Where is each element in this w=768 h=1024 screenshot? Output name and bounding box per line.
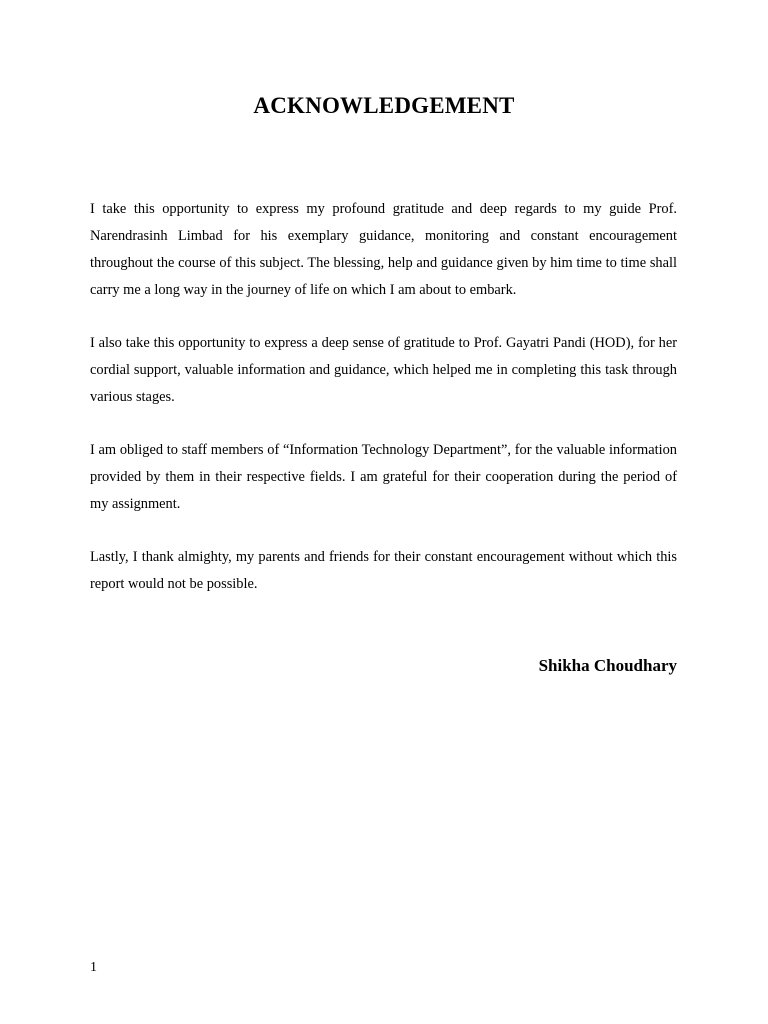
acknowledgement-body [90,196,677,624]
author-signature: Shikha Choudhary [538,656,677,675]
page-number: 1 [90,960,97,975]
paragraph-closing-thanks: Lastly, I thank almighty, my parents and friends for their constant encouragement without which this report would not be possible. [90,549,677,592]
page-title: ACKNOWLEDGEMENT [253,93,515,118]
paragraph-hod-gratitude: I also take this opportunity to express a deep sense of gratitude to Prof. Gayatri Pandi (HOD), for her cordial support, valuable information and guidance, which helped me in completing this task through various stages. [90,335,677,405]
paragraph-guide-gratitude: I take this opportunity to express my profound gratitude and deep regards to my guide Prof. Narendrasinh Limbad for his exemplary guidance, monitoring and constant encouragement throughout the course of this subject. The blessing, help and guidance given by him time to time shall carry me a long way in the journey of life on which I am about to embark. [90,201,677,298]
paragraph-staff-gratitude: I am obliged to staff members of “Information Technology Department”, for the valuable information provided by them in their respective fields. I am grateful for their cooperation during the period of my assignment. [90,442,677,512]
